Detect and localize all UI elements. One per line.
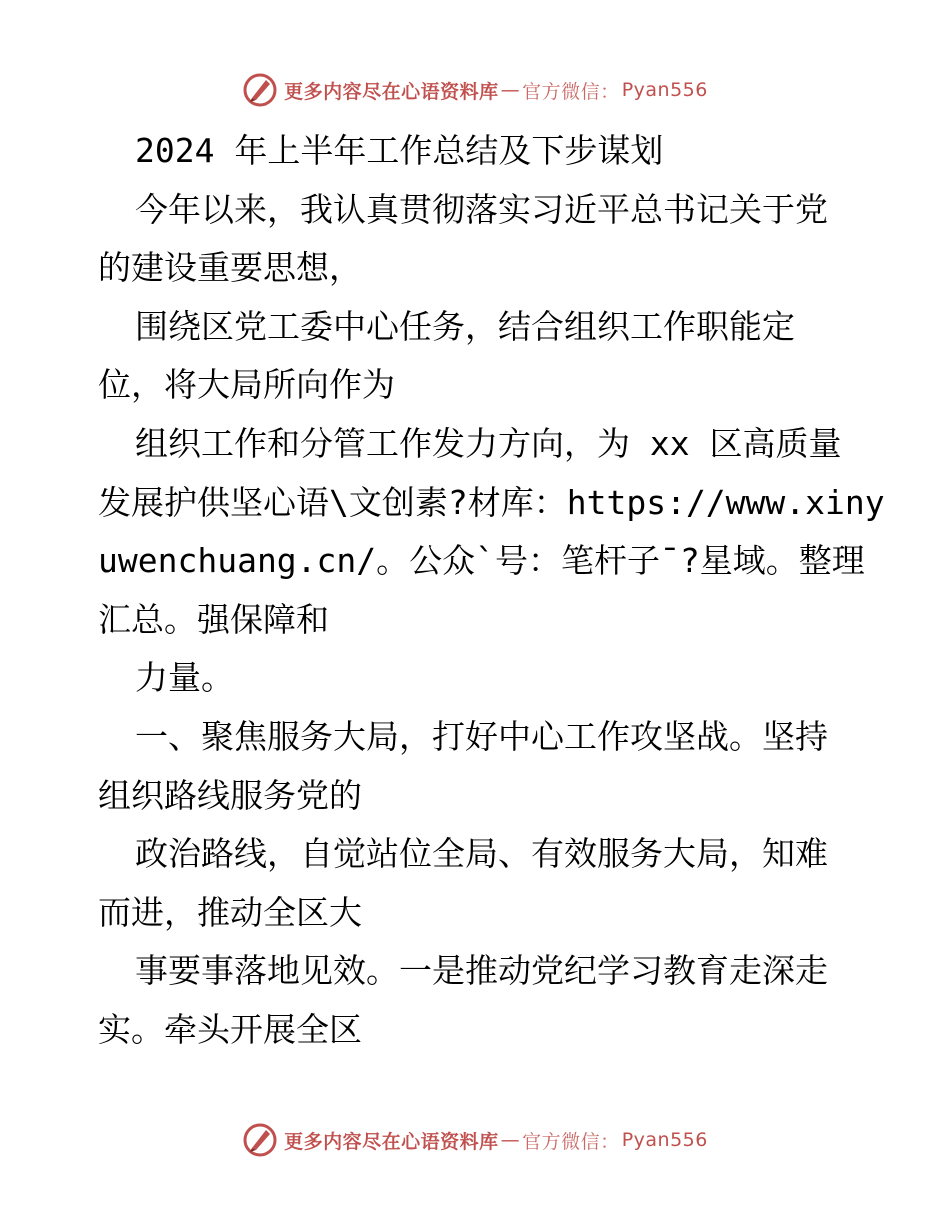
- paragraph-line: 围绕区党工委中心任务，结合组织工作职能定: [135, 306, 795, 346]
- paragraph-line: 而进，推动全区大: [98, 892, 362, 932]
- banner-wechat-label: 官方微信：: [522, 1130, 620, 1153]
- paragraph-line: 汇总。强保障和: [98, 599, 329, 639]
- paragraph-line: uwenchuang.cn/。公众`号：笔杆子¯?星域。整理: [98, 541, 865, 581]
- document-body: [98, 122, 885, 1060]
- header-watermark-banner: [0, 70, 950, 110]
- pen-logo-icon: [242, 72, 278, 108]
- footer-watermark-banner: [0, 1120, 950, 1160]
- paragraph-line: 事要事落地见效。一是推动党纪学习教育走深走: [135, 951, 828, 991]
- paragraph-line: 位，将大局所向作为: [98, 365, 395, 405]
- paragraph-line: 的建设重要思想，: [98, 248, 362, 288]
- section-heading-line: 一、聚焦服务大局，打好中心工作攻坚战。坚持: [135, 716, 828, 756]
- paragraph-line: 发展护供坚心语\文创素?材库：https://www.xiny: [98, 482, 885, 522]
- banner-brand-text: 更多内容尽在心语资料库: [284, 1130, 499, 1153]
- paragraph-line: 组织路线服务党的: [98, 775, 362, 815]
- document-title: 2024 年上半年工作总结及下步谋划: [135, 131, 664, 170]
- banner-wechat-label: 官方微信：: [522, 80, 620, 103]
- banner-brand-text: 更多内容尽在心语资料库: [284, 80, 499, 103]
- paragraph-line: 政治路线，自觉站位全局、有效服务大局，知难: [135, 834, 828, 874]
- banner-account-id: Pyan556: [621, 1129, 708, 1151]
- paragraph-line: 力量。: [135, 658, 234, 698]
- paragraph-line: 实。牵头开展全区: [98, 1009, 362, 1049]
- paragraph-line: 组织工作和分管工作发力方向，为 xx 区高质量: [135, 423, 842, 463]
- banner-account-id: Pyan556: [621, 79, 708, 101]
- pen-logo-icon: [242, 1122, 278, 1158]
- paragraph-line: 今年以来，我认真贯彻落实习近平总书记关于党: [135, 189, 828, 229]
- banner-separator: —: [500, 79, 521, 101]
- banner-separator: —: [500, 1129, 521, 1151]
